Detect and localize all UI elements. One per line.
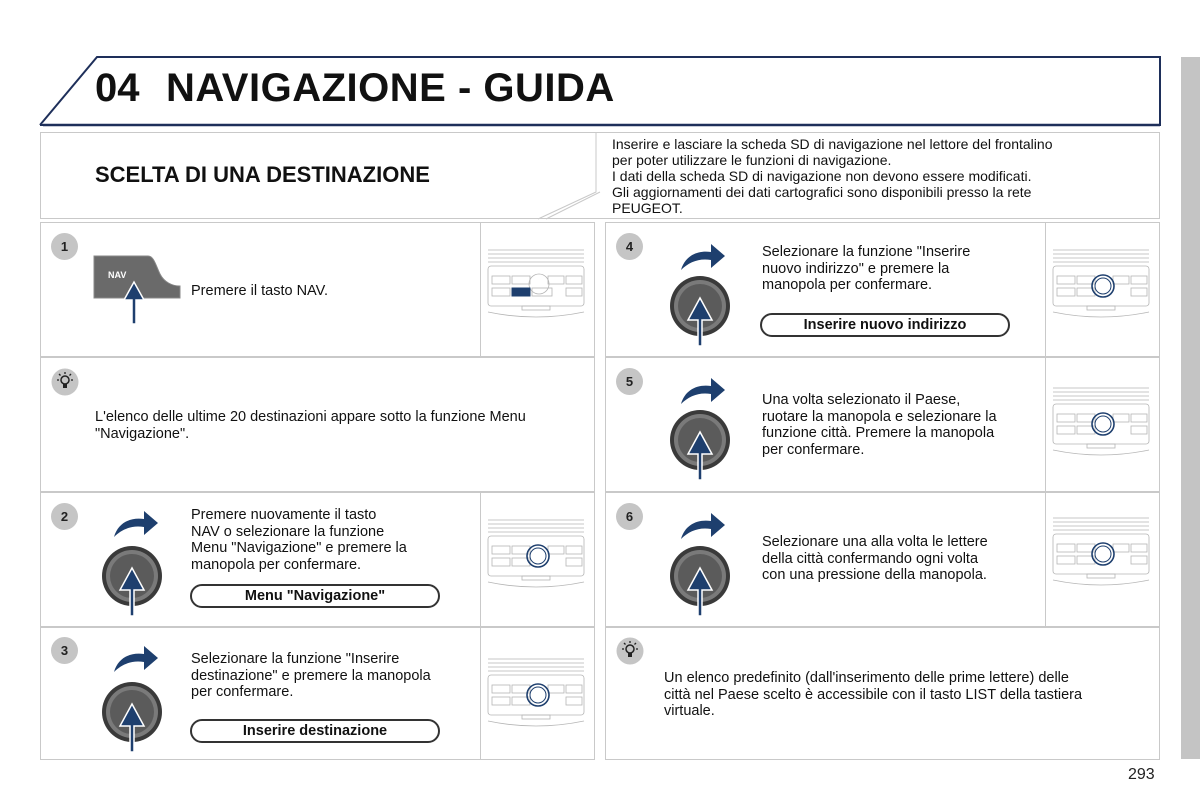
chapter-number: 04 (95, 66, 140, 110)
menu-navigazione-pill: Menu "Navigazione" (190, 584, 440, 608)
step-2-line: Premere nuovamente il tasto (191, 507, 377, 523)
intro-note-line: I dati della scheda SD di navigazione non devono essere modificati. (612, 168, 1032, 184)
step-5-badge: 5 (616, 368, 643, 395)
step-1-text (191, 283, 328, 300)
step-1-line: Premere il tasto NAV. (191, 283, 328, 299)
step-6-badge: 6 (616, 503, 643, 530)
step-5-divider (1045, 357, 1046, 492)
intro-note-line: Gli aggiornamenti dei dati cartografici sono disponibili presso la rete (612, 184, 1032, 200)
curved-arrow-icon (677, 372, 727, 408)
intro-note-line: per poter utilizzare le funzioni di navigazione. (612, 152, 892, 168)
page-number: 293 (1128, 766, 1155, 783)
knob-press-icon (668, 404, 732, 482)
step-5-text (762, 392, 1040, 458)
curved-arrow-icon (677, 507, 727, 543)
step-1-divider (480, 222, 481, 357)
step-4-text (762, 244, 1037, 294)
radio-console-icon (486, 516, 586, 594)
step-4-badge: 4 (616, 233, 643, 260)
inserire-nuovo-indirizzo-pill: Inserire nuovo indirizzo (760, 313, 1010, 337)
step-2-line: manopola per confermare. (191, 556, 362, 573)
step-2-text (191, 507, 471, 573)
radio-console-icon (1051, 514, 1151, 592)
step-5-line: Una volta selezionato il Paese, (762, 392, 961, 408)
step-2-badge: 2 (51, 503, 78, 530)
step-5-line: ruotare la manopola e selezionare la (762, 408, 997, 425)
step-2-divider (480, 492, 481, 627)
step-4-divider (1045, 222, 1046, 357)
chapter-title: NAVIGAZIONE - GUIDA (166, 66, 615, 110)
step-3-line: Selezionare la funzione "Inserire (191, 651, 400, 667)
step-1-badge: 1 (51, 233, 78, 260)
tip-2-line: Un elenco predefinito (dall'inserimento delle prime lettere) delle (664, 670, 1069, 686)
intro-note (612, 136, 1152, 216)
step-3-line: destinazione" e premere la manopola (191, 667, 431, 684)
knob-press-icon (668, 270, 732, 348)
radio-console-icon (486, 246, 586, 324)
step-2-line: Menu "Navigazione" e premere la (191, 540, 407, 556)
tip-1-line: L'elenco delle ultime 20 destinazioni appare sotto la funzione Menu (95, 409, 526, 425)
curved-arrow-icon (110, 640, 160, 676)
step-4-line: Selezionare la funzione "Inserire (762, 244, 971, 260)
step-2-line: NAV o selezionare la funzione (191, 523, 385, 540)
lightbulb-icon (616, 637, 644, 665)
nav-key-icon (88, 252, 188, 328)
nav-key-label: NAV (108, 270, 127, 280)
tip-1-text (95, 409, 585, 442)
radio-console-icon (1051, 384, 1151, 462)
step-6-line: con una pressione della manopola. (762, 567, 987, 583)
step-5-line: funzione città. Premere la manopola (762, 425, 995, 441)
step-3-divider (480, 627, 481, 760)
knob-press-icon (668, 540, 732, 618)
radio-console-icon (486, 655, 586, 733)
chapter-side-tab (1181, 57, 1200, 759)
tip-1-line: "Navigazione". (95, 425, 190, 442)
tip-2-line: virtuale. (664, 703, 715, 719)
intro-note-line: Inserire e lasciare la scheda SD di navigazione nel lettore del frontalino (612, 136, 1053, 152)
step-6-divider (1045, 492, 1046, 627)
step-6-line: Selezionare una alla volta le lettere (762, 534, 988, 550)
intro-divider (530, 132, 610, 220)
knob-press-icon (100, 540, 164, 618)
step-5-line: per confermare. (762, 441, 865, 458)
curved-arrow-icon (110, 505, 160, 541)
curved-arrow-icon (677, 238, 727, 274)
tip-2-line: città nel Paese scelto è accessibile con il tasto LIST della tastiera (664, 686, 1083, 703)
step-3-text (191, 651, 476, 701)
step-4-line: manopola per confermare. (762, 277, 933, 293)
step-6-line: della città confermando ogni volta (762, 550, 979, 567)
knob-press-icon (100, 676, 164, 754)
radio-console-icon (1051, 246, 1151, 324)
step-3-line: per confermare. (191, 684, 294, 700)
section-title: SCELTA DI UNA DESTINAZIONE (95, 162, 430, 187)
tip-2-text (664, 670, 1144, 720)
inserire-destinazione-pill: Inserire destinazione (190, 719, 440, 743)
intro-note-line: PEUGEOT. (612, 200, 683, 216)
step-4-line: nuovo indirizzo" e premere la (762, 260, 950, 277)
step-6-text (762, 534, 1040, 584)
lightbulb-icon (51, 368, 79, 396)
step-3-badge: 3 (51, 637, 78, 664)
